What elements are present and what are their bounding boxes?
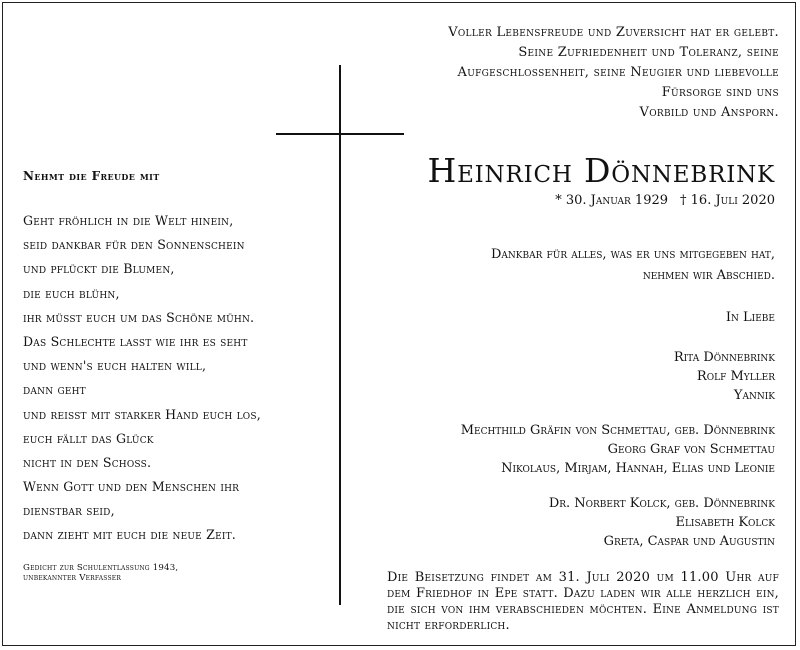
gratitude-line: Dankbar für alles, was er uns mitgegeben hat,: [490, 247, 775, 262]
poem-line: nicht in den Schoss.: [23, 454, 152, 470]
poem-line: ihr müsst euch um das Schöne mühn.: [23, 309, 255, 325]
poem-title: Nehmt die Freude mit: [23, 169, 160, 183]
poem-source-line: Gedicht zur Schulentlassung 1943,: [23, 563, 179, 573]
poem-source-line: unbekannter Verfasser: [23, 573, 122, 583]
poem-line: euch fällt das Glück: [23, 430, 154, 446]
gratitude-line: nehmen wir Abschied.: [642, 268, 775, 283]
deceased-name: Heinrich Dönnebrink: [427, 151, 775, 190]
mourner-name: Rita Dönnebrink: [673, 350, 775, 365]
family-group: [549, 494, 775, 551]
poem-source: [23, 563, 178, 583]
mourner-name: Elisabeth Kolck: [675, 515, 775, 530]
family-group: [461, 421, 775, 478]
birth-date: * 30. Januar 1929: [555, 193, 669, 208]
obituary-notice: [2, 2, 796, 646]
poem-line: dann zieht mit euch die neue Zeit.: [23, 527, 236, 543]
death-date: † 16. Juli 2020: [680, 193, 775, 208]
poem-line: und reisst mit starker Hand euch los,: [23, 406, 261, 422]
mourner-name: Yannik: [733, 388, 775, 403]
poem-line: dienstbar seid,: [23, 503, 115, 519]
motto-line: Seine Zufriedenheit und Toleranz, seine: [518, 45, 779, 60]
poem-line: Geht fröhlich in die Welt hinein,: [23, 213, 234, 228]
cross-vertical-bar: [339, 65, 341, 605]
mourner-name: Georg Graf von Schmettau: [607, 442, 775, 457]
cross-horizontal-bar: [276, 133, 404, 135]
poem-line: Wenn Gott und den Menschen ihr: [23, 479, 240, 495]
motto-text: [323, 23, 779, 123]
motto-line: Vorbild und Ansporn.: [639, 105, 779, 120]
greeting: In Liebe: [725, 310, 775, 325]
motto-line: Aufgeschlossenheit, seine Neugier und liebevolle: [457, 65, 779, 80]
gratitude-text: [355, 244, 775, 286]
poem-line: die euch blühn,: [23, 285, 120, 301]
life-dates: [555, 192, 775, 210]
mourner-name: Dr. Norbert Kolck, geb. Dönnebrink: [548, 496, 775, 511]
mourner-name: Rolf Myller: [696, 369, 775, 384]
mourner-name: Mechthild Gräfin von Schmettau, geb. Dönnebrink: [460, 423, 775, 438]
poem-line: dann geht: [23, 382, 86, 398]
mourner-name: Greta, Caspar und Augustin: [603, 534, 775, 549]
motto-line: Fürsorge sind uns: [661, 85, 779, 100]
poem-line: Das Schlechte lasst wie ihr es seht: [23, 333, 248, 349]
poem-line: und wenn's euch halten will,: [23, 358, 207, 374]
funeral-notice: Die Beisetzung findet am 31. Juli 2020 um 11.00 Uhr auf dem Friedhof in Epe statt. Dazu laden wir alle herzlich ein, die sich von ihm verabschieden möchten. Eine Anmeldung ist nicht erforderlich.: [387, 570, 779, 633]
poem-line: seid dankbar für den Sonnenschein: [23, 237, 245, 253]
poem-body: [23, 209, 313, 548]
family-group: [674, 348, 775, 405]
mourner-name: Nikolaus, Mirjam, Hannah, Elias und Leonie: [501, 461, 775, 476]
poem-line: und pflückt die Blumen,: [23, 261, 175, 277]
motto-line: Voller Lebensfreude und Zuversicht hat er gelebt.: [448, 25, 779, 40]
